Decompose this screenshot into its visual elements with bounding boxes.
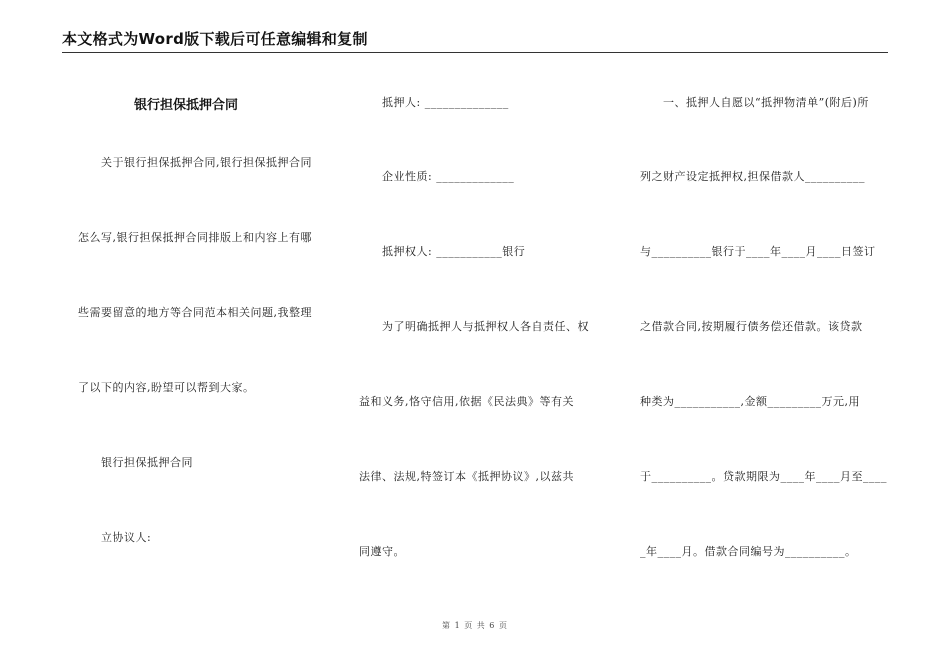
page-number: 第 1 页 共 6 页 [442,621,508,630]
form-field-mortgagee: 抵押权人: ___________银行 [382,245,526,258]
paragraph-line: 立协议人: [101,531,152,544]
header-divider [62,52,888,53]
paragraph-line: 了以下的内容,盼望可以帮到大家。 [78,381,255,394]
paragraph-line: 益和义务,恪守信用,依据《民法典》等有关 [359,395,574,408]
form-field-enterprise-type: 企业性质: _____________ [382,170,515,183]
paragraph-line: 法律、法规,特签订本《抵押协议》,以兹共 [359,470,574,483]
form-field-mortgagor: 抵押人: ______________ [382,96,509,109]
clause-line: 之借款合同,按期履行债务偿还借款。该贷款 [640,320,863,333]
document-title: 银行担保抵押合同 [134,98,239,113]
paragraph-line: 些需要留意的地方等合同范本相关问题,我整理 [78,306,312,319]
paragraph-line: 怎么写,银行担保抵押合同排版上和内容上有哪 [78,231,312,244]
section-heading: 银行担保抵押合同 [101,456,193,469]
clause-line: 列之财产设定抵押权,担保借款人__________ [640,170,865,183]
clause-line: 种类为___________,金额_________万元,用 [640,395,860,408]
clause-line: 与__________银行于____年____月____日签订 [640,245,876,258]
clause-line: 于__________。贷款期限为____年____月至____ [640,470,887,483]
paragraph-line: 为了明确抵押人与抵押权人各自责任、权 [382,320,589,333]
paragraph-line: 同遵守。 [359,545,405,558]
clause-line: 一、抵押人自愿以“抵押物清单”(附后)所 [663,96,869,109]
document-header: 本文格式为Word版下载后可任意编辑和复制 [62,30,368,48]
clause-line: _年____月。借款合同编号为__________。 [640,545,857,558]
paragraph-line: 关于银行担保抵押合同,银行担保抵押合同 [101,156,312,169]
